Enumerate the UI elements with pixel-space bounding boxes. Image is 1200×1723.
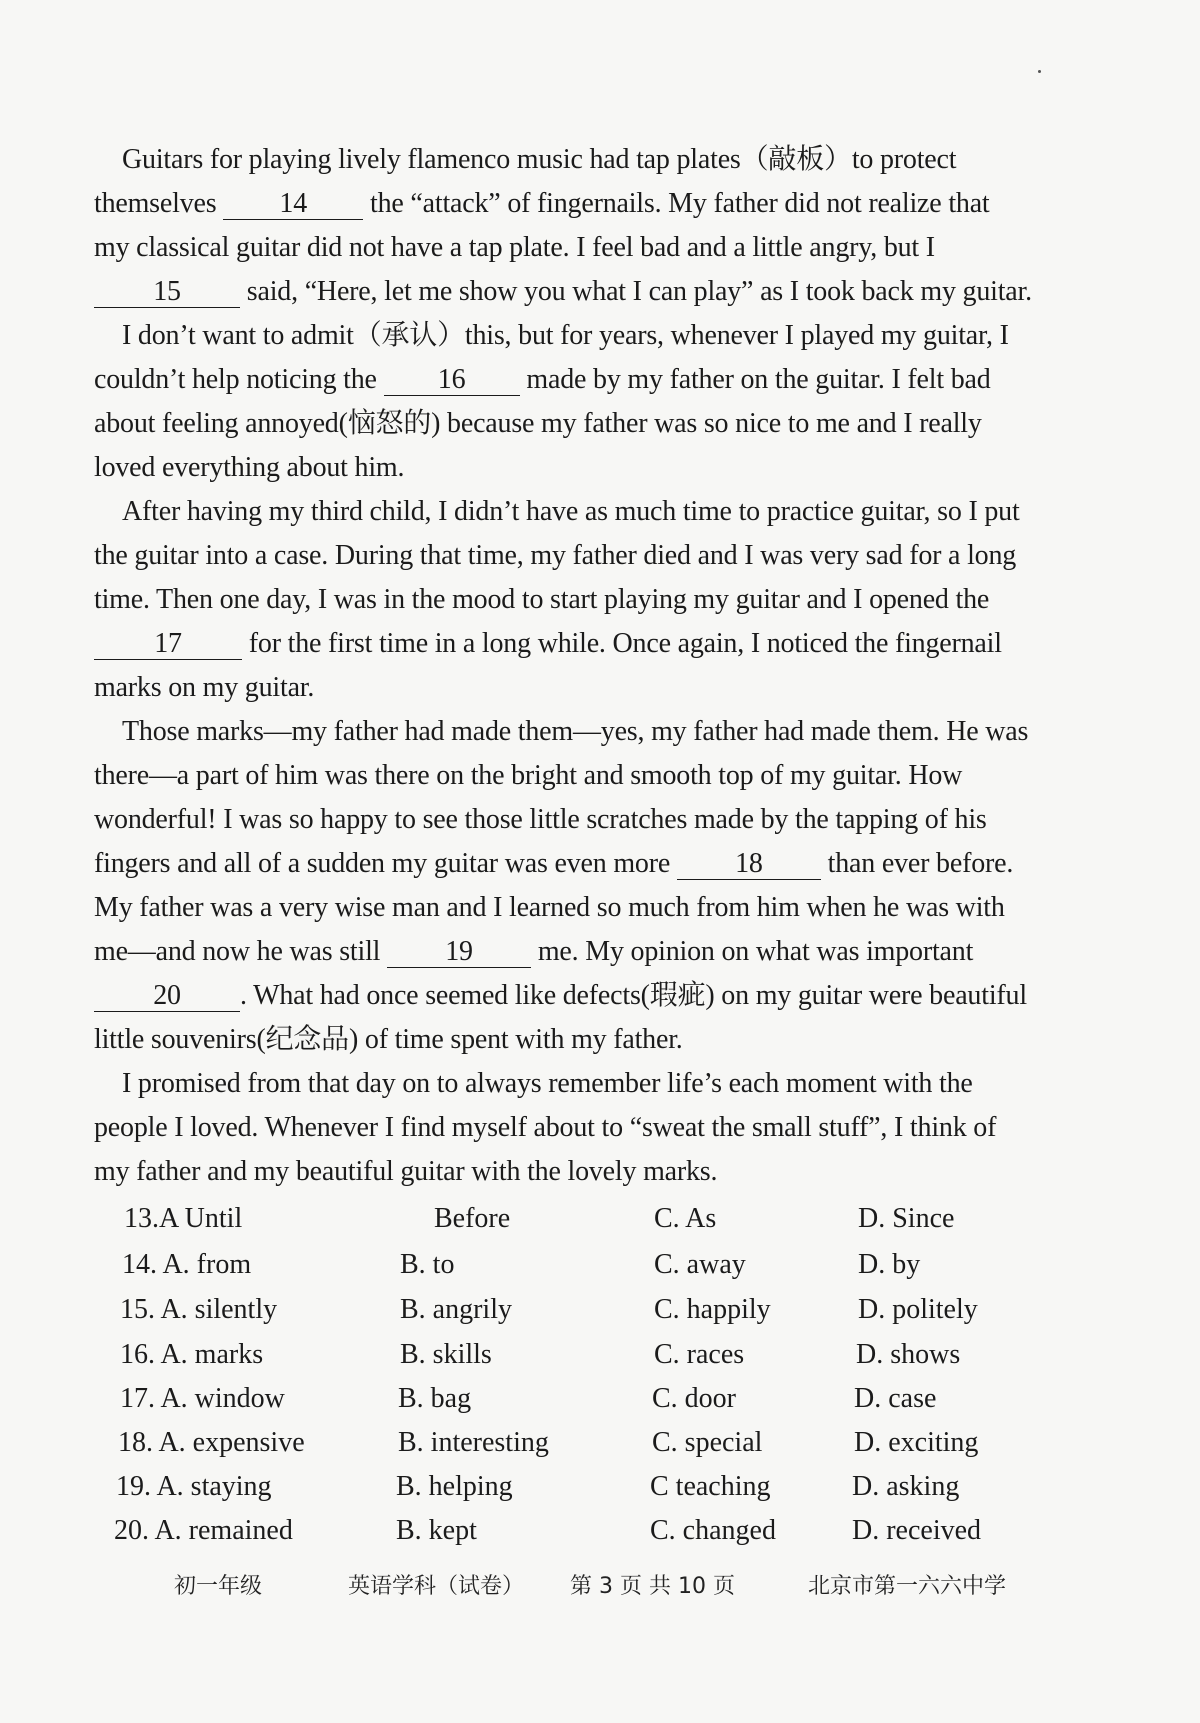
option-a: 14. A. from [122, 1249, 252, 1280]
option-a: 18. A. expensive [118, 1427, 305, 1458]
option-a: 19. A. staying [116, 1471, 272, 1502]
option-d: D. Since [858, 1203, 955, 1234]
blank-16: 16 [384, 365, 520, 396]
passage-line [94, 274, 1032, 310]
passage-line [94, 362, 991, 398]
passage-text: themselves [94, 188, 224, 219]
passage-line: After having my third child, I didn’t have as much time to practice guitar, so I put [122, 496, 1020, 527]
option-b: B. bag [398, 1383, 472, 1414]
passage-line [94, 934, 973, 970]
footer-subject: 英语学科（试卷） [348, 1574, 525, 1599]
passage-line [94, 978, 1027, 1014]
option-b: B. kept [396, 1515, 477, 1546]
passage-line: my classical guitar did not have a tap plate. I feel bad and a little angry, but I [94, 232, 935, 263]
passage-line: loved everything about him. [94, 452, 405, 483]
passage-line: people I loved. Whenever I find myself about to “sweat the small stuff”, I think of [94, 1112, 997, 1143]
option-b: B. skills [400, 1339, 492, 1370]
footer-school: 北京市第一六六中学 [808, 1574, 1007, 1599]
option-a: 20. A. remained [114, 1515, 293, 1546]
scan-speck [1038, 70, 1041, 73]
option-d: D. exciting [854, 1427, 979, 1458]
passage-text: said, “Here, let me show you what I can play” as I took back my guitar. [240, 276, 1032, 307]
passage-text: fingers and all of a sudden my guitar was even more [94, 848, 677, 879]
option-b: Before [434, 1203, 511, 1234]
passage-line: Guitars for playing lively flamenco music had tap plates（敲板）to protect [122, 144, 957, 175]
passage-line: wonderful! I was so happy to see those little scratches made by the tapping of his [94, 804, 987, 835]
passage-line [94, 186, 990, 222]
passage-line: little souvenirs(纪念品) of time spent with my father. [94, 1024, 683, 1055]
blank-14: 14 [223, 189, 363, 220]
passage-line: I promised from that day on to always remember life’s each moment with the [122, 1068, 973, 1099]
option-c: C teaching [650, 1471, 771, 1502]
passage-line: my father and my beautiful guitar with the lovely marks. [94, 1156, 718, 1187]
passage-line: Those marks—my father had made them—yes, my father had made them. He was [122, 716, 1029, 747]
passage-text: than ever before. [820, 848, 1014, 879]
option-a: 13.A Until [124, 1203, 243, 1234]
option-b: B. angrily [400, 1294, 512, 1325]
footer-page-number: 第 3 页 共 10 页 [570, 1574, 735, 1599]
option-a: 15. A. silently [120, 1294, 278, 1325]
passage-line: I don’t want to admit（承认）this, but for years, whenever I played my guitar, I [122, 320, 1009, 351]
option-c: C. happily [654, 1294, 771, 1325]
passage-line: the guitar into a case. During that time, my father died and I was very sad for a long [94, 540, 1017, 571]
passage-line: about feeling annoyed(恼怒的) because my father was so nice to me and I really [94, 408, 982, 439]
option-c: C. special [652, 1427, 763, 1458]
option-b: B. to [400, 1249, 455, 1280]
passage-line [94, 846, 1013, 882]
passage-text: . What had once seemed like defects(瑕疵) on my guitar were beautiful [240, 980, 1027, 1011]
option-d: D. asking [852, 1471, 960, 1502]
passage-text: made by my father on the guitar. I felt bad [519, 364, 991, 395]
blank-18: 18 [677, 849, 821, 880]
option-d: D. by [858, 1249, 921, 1280]
option-d: D. received [852, 1515, 982, 1546]
option-a: 17. A. window [120, 1383, 285, 1414]
passage-text: for the first time in a long while. Once again, I noticed the fingernail [242, 628, 1002, 659]
blank-15: 15 [94, 277, 240, 308]
option-b: B. helping [396, 1471, 513, 1502]
passage-text: the “attack” of fingernails. My father did not realize that [363, 188, 990, 219]
passage-line: there—a part of him was there on the bright and smooth top of my guitar. How [94, 760, 963, 791]
blank-17: 17 [94, 629, 242, 660]
passage-line: marks on my guitar. [94, 672, 315, 703]
option-c: C. changed [650, 1515, 776, 1546]
passage-text: couldn’t help noticing the [94, 364, 384, 395]
passage-text: me. My opinion on what was important [531, 936, 974, 967]
passage-line: time. Then one day, I was in the mood to start playing my guitar and I opened the [94, 584, 990, 615]
option-b: B. interesting [398, 1427, 549, 1458]
option-d: D. politely [858, 1294, 978, 1325]
footer-grade: 初一年级 [174, 1574, 263, 1599]
passage-line [94, 626, 1002, 662]
option-c: C. door [652, 1383, 736, 1414]
passage-line: My father was a very wise man and I learned so much from him when he was with [94, 892, 1005, 923]
option-a: 16. A. marks [120, 1339, 264, 1370]
option-c: C. races [654, 1339, 745, 1370]
blank-19: 19 [387, 937, 531, 968]
option-d: D. case [854, 1383, 937, 1414]
blank-20: 20 [94, 981, 240, 1012]
passage-text: me—and now he was still [94, 936, 388, 967]
option-c: C. away [654, 1249, 746, 1280]
option-d: D. shows [856, 1339, 961, 1370]
option-c: C. As [654, 1203, 717, 1234]
